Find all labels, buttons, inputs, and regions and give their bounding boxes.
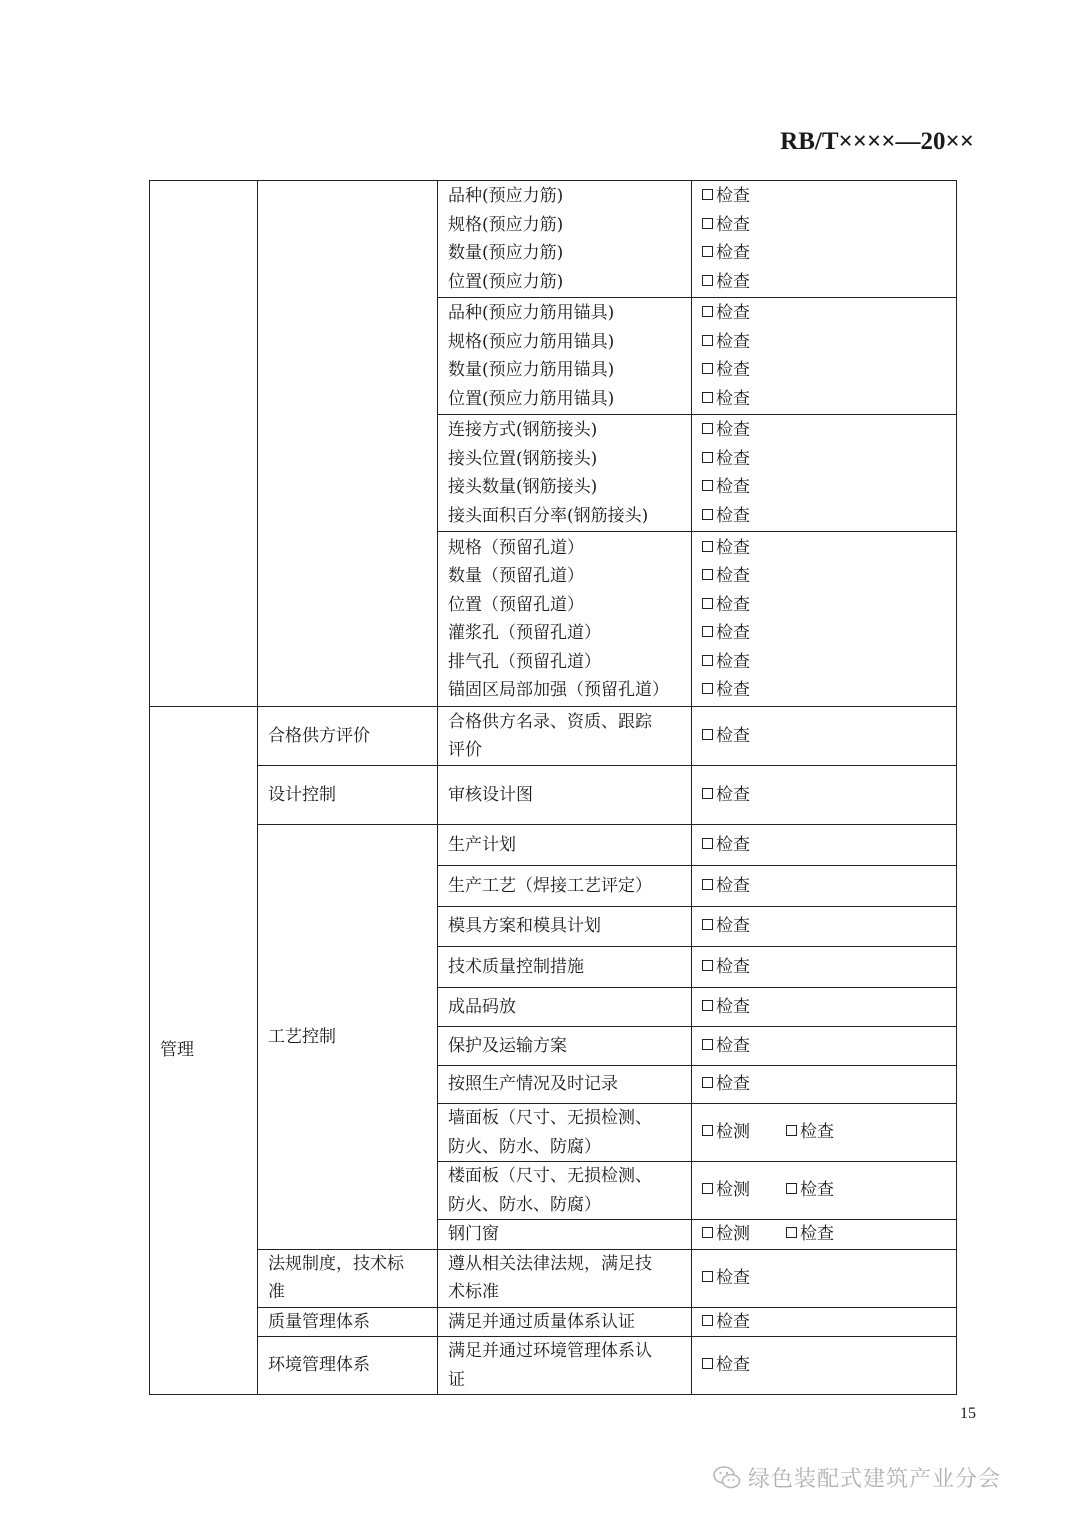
subcategory-process: 工艺控制 xyxy=(258,825,438,1250)
inspect-checkbox[interactable]: 检查 xyxy=(702,912,946,941)
standard-code: RB/T××××—20×× xyxy=(780,128,974,155)
inspect-checkbox[interactable]: 检查 xyxy=(702,781,946,810)
inspect-checkbox[interactable]: 检查 xyxy=(702,872,946,901)
item-cell: 模具方案和模具计划 xyxy=(438,907,692,947)
check-cell xyxy=(692,298,957,415)
inspect-checkbox[interactable]: 检查 xyxy=(702,356,946,385)
check-cell xyxy=(692,181,957,298)
wechat-icon xyxy=(712,1465,742,1491)
inspect-checkbox[interactable]: 检查 xyxy=(702,993,946,1022)
check-cell xyxy=(692,1249,957,1307)
inspect-checkbox[interactable]: 检查 xyxy=(786,1224,834,1244)
item-cell: 楼面板（尺寸、无损检测、 防火、防水、防腐） xyxy=(438,1162,692,1220)
check-cell xyxy=(692,1307,957,1337)
subcategory-environment: 环境管理体系 xyxy=(258,1337,438,1395)
watermark-text: 绿色装配式建筑产业分会 xyxy=(748,1467,1002,1492)
category-cell xyxy=(150,181,258,707)
inspect-checkbox[interactable]: 检查 xyxy=(702,182,946,211)
item-cell: 遵从相关法律法规，满足技 术标准 xyxy=(438,1249,692,1307)
inspect-checkbox[interactable]: 检查 xyxy=(702,953,946,982)
inspect-checkbox[interactable]: 检查 xyxy=(702,722,946,751)
inspect-checkbox[interactable]: 检查 xyxy=(702,445,946,474)
table-row xyxy=(150,766,957,825)
check-cell xyxy=(692,532,957,707)
inspect-checkbox[interactable]: 检查 xyxy=(702,648,946,677)
inspect-checkbox[interactable]: 检查 xyxy=(786,1122,834,1142)
check-cell xyxy=(692,1027,957,1066)
table-row xyxy=(150,1337,957,1395)
test-checkbox[interactable]: 检测 xyxy=(702,1224,750,1244)
test-checkbox[interactable]: 检测 xyxy=(702,1122,750,1142)
item-cell: 合格供方名录、资质、跟踪 评价 xyxy=(438,707,692,766)
subcategory-supplier: 合格供方评价 xyxy=(258,707,438,766)
item-cell: 钢门窗 xyxy=(438,1220,692,1250)
check-cell xyxy=(692,866,957,907)
inspect-checkbox[interactable]: 检查 xyxy=(702,562,946,591)
category-management: 管理 xyxy=(150,707,258,1395)
inspect-checkbox[interactable]: 检查 xyxy=(702,385,946,414)
item-cell: 规格（预留孔道） 数量（预留孔道） 位置（预留孔道） 灌浆孔（预留孔道） 排气孔（预留孔道） 锚固区局部加强（预留孔道） xyxy=(438,532,692,707)
table-row xyxy=(150,1249,957,1307)
table-row xyxy=(150,825,957,866)
page-number: 15 xyxy=(960,1405,976,1422)
item-cell: 墙面板（尺寸、无损检测、 防火、防水、防腐） xyxy=(438,1104,692,1162)
item-cell: 按照生产情况及时记录 xyxy=(438,1066,692,1104)
inspect-checkbox[interactable]: 检查 xyxy=(702,473,946,502)
item-cell: 保护及运输方案 xyxy=(438,1027,692,1066)
inspect-checkbox[interactable]: 检查 xyxy=(702,1070,946,1099)
check-cell xyxy=(692,988,957,1027)
table-row xyxy=(150,181,957,298)
inspect-checkbox[interactable]: 检查 xyxy=(702,1351,946,1380)
inspection-table xyxy=(149,180,957,1395)
watermark xyxy=(712,1462,1001,1493)
inspect-checkbox[interactable]: 检查 xyxy=(702,534,946,563)
inspect-checkbox[interactable]: 检查 xyxy=(702,211,946,240)
check-cell xyxy=(692,1337,957,1395)
item-cell: 品种(预应力筋) 规格(预应力筋) 数量(预应力筋) 位置(预应力筋) xyxy=(438,181,692,298)
inspect-checkbox[interactable]: 检查 xyxy=(702,299,946,328)
inspect-checkbox[interactable]: 检查 xyxy=(702,502,946,531)
item-cell: 满足并通过环境管理体系认 证 xyxy=(438,1337,692,1395)
item-cell: 连接方式(钢筋接头) 接头位置(钢筋接头) 接头数量(钢筋接头) 接头面积百分率(钢筋接头) xyxy=(438,415,692,532)
inspect-checkbox[interactable]: 检查 xyxy=(702,268,946,297)
inspect-checkbox[interactable]: 检查 xyxy=(702,619,946,648)
item-cell: 技术质量控制措施 xyxy=(438,947,692,988)
check-cell xyxy=(692,1104,957,1162)
check-cell xyxy=(692,766,957,825)
table-row xyxy=(150,707,957,766)
subcategory-quality: 质量管理体系 xyxy=(258,1307,438,1337)
check-cell xyxy=(692,1162,957,1220)
check-cell xyxy=(692,947,957,988)
subcategory-design: 设计控制 xyxy=(258,766,438,825)
test-checkbox[interactable]: 检测 xyxy=(702,1180,750,1200)
item-cell: 品种(预应力筋用锚具) 规格(预应力筋用锚具) 数量(预应力筋用锚具) 位置(预应力筋用锚具) xyxy=(438,298,692,415)
check-cell xyxy=(692,1220,957,1250)
check-cell xyxy=(692,415,957,532)
item-cell: 成品码放 xyxy=(438,988,692,1027)
inspect-checkbox[interactable]: 检查 xyxy=(786,1180,834,1200)
inspect-checkbox[interactable]: 检查 xyxy=(702,416,946,445)
check-cell xyxy=(692,707,957,766)
table-row xyxy=(150,1307,957,1337)
inspect-checkbox[interactable]: 检查 xyxy=(702,1032,946,1061)
item-cell: 生产计划 xyxy=(438,825,692,866)
item-cell: 满足并通过质量体系认证 xyxy=(438,1307,692,1337)
inspect-checkbox[interactable]: 检查 xyxy=(702,328,946,357)
inspect-checkbox[interactable]: 检查 xyxy=(702,1264,946,1293)
inspect-checkbox[interactable]: 检查 xyxy=(702,239,946,268)
subcategory-cell xyxy=(258,181,438,707)
check-cell xyxy=(692,907,957,947)
subcategory-regulation: 法规制度，技术标 准 xyxy=(258,1249,438,1307)
inspect-checkbox[interactable]: 检查 xyxy=(702,591,946,620)
check-cell xyxy=(692,1066,957,1104)
inspect-checkbox[interactable]: 检查 xyxy=(702,1308,946,1337)
check-cell xyxy=(692,825,957,866)
item-cell: 生产工艺（焊接工艺评定） xyxy=(438,866,692,907)
inspect-checkbox[interactable]: 检查 xyxy=(702,831,946,860)
inspect-checkbox[interactable]: 检查 xyxy=(702,676,946,705)
item-cell: 审核设计图 xyxy=(438,766,692,825)
